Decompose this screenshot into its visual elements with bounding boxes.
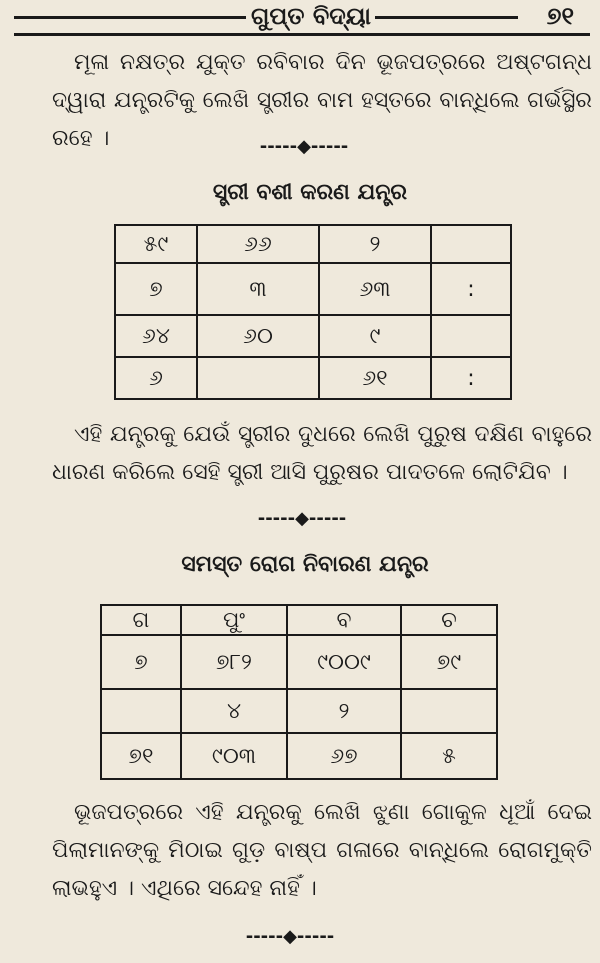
yantra1-cell: ୭ — [115, 263, 197, 315]
yantra2-row — [101, 689, 497, 733]
yantra2-cell: ଗ — [101, 605, 181, 635]
header-rule — [14, 33, 590, 36]
yantra2-cell: ୭ — [101, 635, 181, 689]
yantra2-cell: ୯୦୦୯ — [287, 635, 401, 689]
section-divider-1: -----◆----- — [259, 136, 349, 157]
yantra2-cell: ୯୦୩ — [181, 733, 287, 779]
yantra2-cell: ଚ — [401, 605, 497, 635]
yantra2-title: ସମସ୍ତ ରୋଗ ନିବାରଣ ଯନ୍ତ୍ର — [181, 552, 429, 577]
yantra2-row — [101, 635, 497, 689]
yantra1-row — [115, 263, 511, 315]
yantra1-cell: ୬୩ — [319, 263, 431, 315]
section-divider-2: -----◆----- — [257, 508, 347, 529]
yantra1-cell: ୩ — [197, 263, 319, 315]
yantra2-cell — [401, 689, 497, 733]
yantra1-cell: : — [431, 263, 511, 315]
header-left-line — [14, 16, 246, 19]
yantra2-cell: ପୁଂ — [181, 605, 287, 635]
yantra2-cell: ୬୭ — [287, 733, 401, 779]
yantra1-cell: ୨ — [319, 225, 431, 263]
yantra1-row — [115, 357, 511, 399]
yantra1-cell — [431, 315, 511, 357]
header-right-line — [368, 16, 518, 19]
yantra1-cell: ୬୬ — [197, 225, 319, 263]
yantra2-row — [101, 605, 497, 635]
yantra2-cell: ୭୯ — [401, 635, 497, 689]
yantra2-cell — [101, 689, 181, 733]
paragraph-3: ଭୂଜପତ୍ରରେ ଏହି ଯନ୍ତ୍ରକୁ ଲେଖି ଝୁଣା ଗୋକୁଳ ଧୂଆଁ ଦେଇ ପିଲାମାନଙ୍କୁ ମିଠାଇ ଗୁଡ଼ ବାଷ୍ପ ଗଳାରେ ବାନ୍ଧିଲେ ରୋଗମୁକ୍ତି ଲାଭହୁଏ । ଏଥିରେ ସନ୍ଦେହ ନାହିଁ । — [52, 800, 592, 901]
running-title: ଗୁପ୍ତ ବିଦ୍ୟା — [247, 2, 375, 30]
yantra1-cell: ୯ — [319, 315, 431, 357]
yantra1-cell — [197, 357, 319, 399]
yantra1-cell: ୬୦ — [197, 315, 319, 357]
yantra2-cell: ୫ — [401, 733, 497, 779]
yantra2-cell: ୨ — [287, 689, 401, 733]
yantra1-cell — [431, 225, 511, 263]
yantra2-cell: ୪ — [181, 689, 287, 733]
yantra2-row — [101, 733, 497, 779]
yantra1-cell: : — [431, 357, 511, 399]
yantra1-cell: ୬୪ — [115, 315, 197, 357]
yantra2-cell: ୭୮୨ — [181, 635, 287, 689]
yantra1-row — [115, 315, 511, 357]
yantra2-cell: ବ — [287, 605, 401, 635]
yantra1-title: ସ୍ତ୍ରୀ ବଶୀ କରଣ ଯନ୍ତ୍ର — [212, 180, 408, 205]
yantra1-cell: ୬୧ — [319, 357, 431, 399]
yantra2-cell: ୭୧ — [101, 733, 181, 779]
yantra1-cell: ୫୯ — [115, 225, 197, 263]
page-header — [0, 0, 600, 36]
paragraph-1: ମୂଳା ନକ୍ଷତ୍ର ଯୁକ୍ତ ରବିବାର ଦିନ ଭୂଜପତ୍ରରେ ଅଷ୍ଟଗନ୍ଧ ଦ୍ୱାରା ଯନ୍ତ୍ରଟିକୁ ଲେଖି ସ୍ତ୍ରୀର ବାମ ହସ୍ତରେ ବାନ୍ଧିଲେ ଗର୍ଭସ୍ଥିର ରହେ । — [52, 50, 592, 151]
yantra1-cell: ୬ — [115, 357, 197, 399]
page-number: ୭୧ — [543, 2, 578, 30]
paragraph-2: ଏହି ଯନ୍ତ୍ରକୁ ଯେଉଁ ସ୍ତ୍ରୀର ଦୁଧରେ ଲେଖି ପୁରୁଷ ଦକ୍ଷିଣ ବାହୁରେ ଧାରଣ କରିଲେ ସେହି ସ୍ତ୍ରୀ ଆସି ପୁରୁଷର ପାଦତଳେ ଲୋଟିଯିବ । — [52, 422, 592, 485]
yantra2-grid — [100, 604, 498, 780]
yantra1-row — [115, 225, 511, 263]
yantra1-grid — [114, 224, 512, 400]
section-divider-3: -----◆----- — [245, 926, 335, 947]
